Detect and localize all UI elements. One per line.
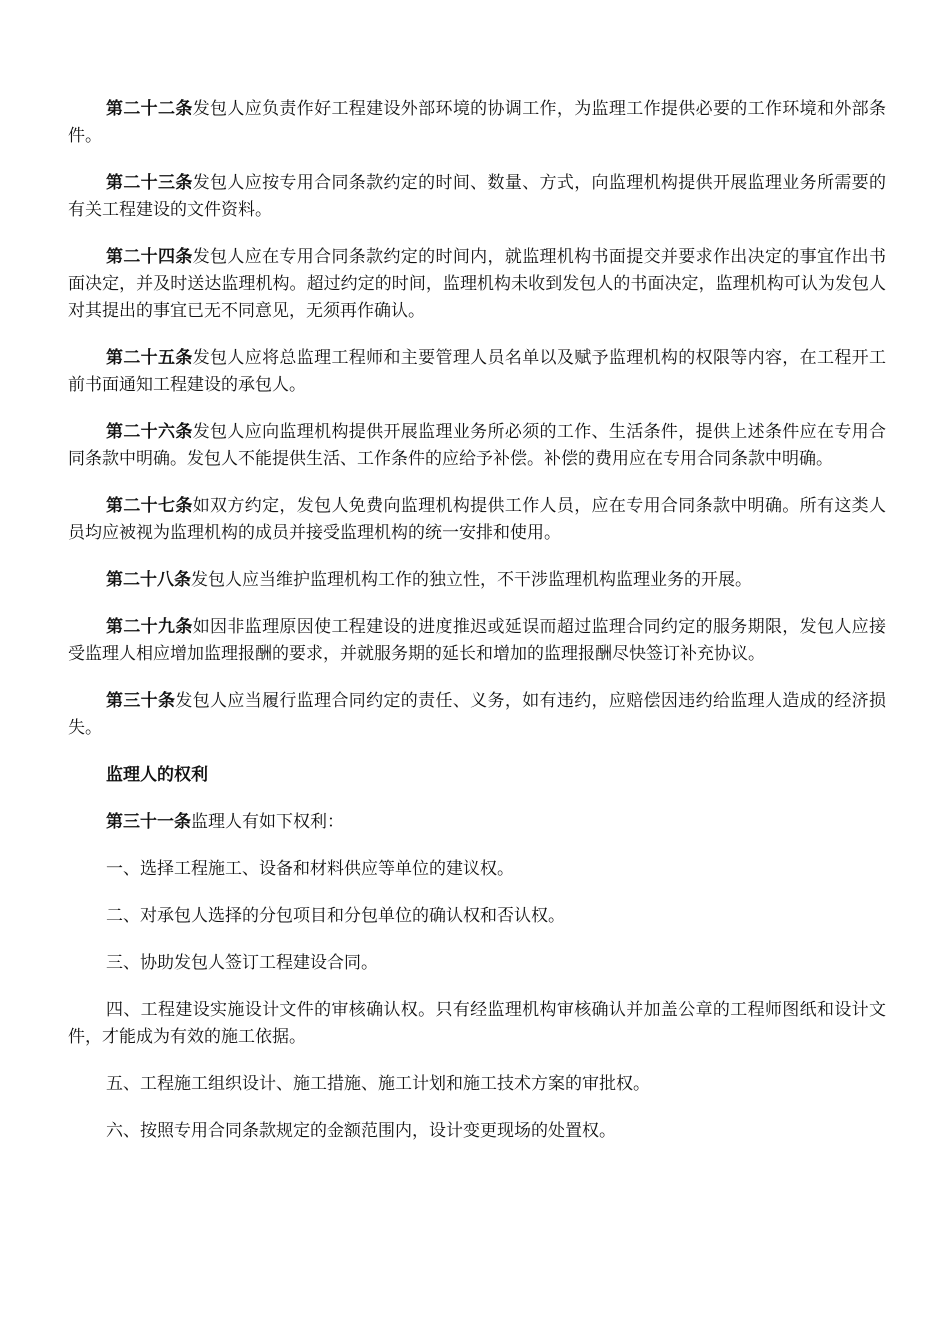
article-number: 第二十八条	[106, 570, 191, 590]
article-number: 第二十五条	[106, 348, 193, 368]
article-text: 发包人应向监理机构提供开展监理业务所必须的工作、生活条件，提供上述条件应在专用合同条款中明确。发包人不能提供生活、工作条件的应给予补偿。补偿的费用应在专用合同条款中明确。	[68, 422, 887, 469]
article-23	[68, 170, 886, 224]
section-heading: 监理人的权利	[106, 765, 208, 785]
article-number: 第二十七条	[106, 496, 193, 516]
article-text: 如因非监理原因使工程建设的进度推迟或延误而超过监理合同约定的服务期限，发包人应接受监理人相应增加监理报酬的要求，并就服务期的延长和增加的监理报酬尽快签订补充协议。	[68, 617, 887, 664]
article-text: 发包人应将总监理工程师和主要管理人员名单以及赋予监理机构的权限等内容，在工程开工前书面通知工程建设的承包人。	[68, 348, 887, 395]
article-text: 发包人应当履行监理合同约定的责任、义务，如有违约，应赔偿因违约给监理人造成的经济损失。	[68, 691, 887, 738]
article-29	[68, 614, 886, 668]
document-page	[68, 96, 886, 1165]
article-25	[68, 345, 886, 399]
article-text: 如双方约定，发包人免费向监理机构提供工作人员，应在专用合同条款中明确。所有这类人员均应被视为监理机构的成员并接受监理机构的统一安排和使用。	[68, 496, 887, 543]
article-22	[68, 96, 886, 150]
article-text: 发包人应在专用合同条款约定的时间内，就监理机构书面提交并要求作出决定的事宜作出书面决定，并及时送达监理机构。超过约定的时间，监理机构未收到发包人的书面决定，监理机构可认为发包人对其提出的事宜已无不同意见，无须再作确认。	[68, 247, 887, 321]
article-text: 发包人应负责作好工程建设外部环境的协调工作，为监理工作提供必要的工作环境和外部条件。	[68, 99, 887, 146]
article-text: 发包人应当维护监理机构工作的独立性，不干涉监理机构监理业务的开展。	[191, 570, 752, 590]
right-item: 三、协助发包人签订工程建设合同。	[106, 953, 378, 973]
right-item: 二、对承包人选择的分包项目和分包单位的确认权和否认权。	[106, 906, 565, 926]
article-number: 第二十四条	[106, 247, 193, 267]
article-number: 第二十六条	[106, 422, 193, 442]
article-number: 第二十二条	[106, 99, 193, 119]
article-number: 第二十九条	[106, 617, 193, 637]
article-26	[68, 419, 886, 473]
right-item: 六、按照专用合同条款规定的金额范围内，设计变更现场的处置权。	[106, 1121, 616, 1141]
right-item: 五、工程施工组织设计、施工措施、施工计划和施工技术方案的审批权。	[106, 1074, 650, 1094]
article-text: 监理人有如下权利：	[191, 812, 344, 832]
right-item: 一、选择工程施工、设备和材料供应等单位的建议权。	[106, 859, 514, 879]
article-number: 第三十一条	[106, 812, 191, 832]
right-item: 四、工程建设实施设计文件的审核确认权。只有经监理机构审核确认并加盖公章的工程师图纸和设计文件，才能成为有效的施工依据。	[68, 1000, 886, 1047]
article-31	[68, 809, 886, 836]
article-28	[68, 567, 886, 594]
article-number: 第二十三条	[106, 173, 193, 193]
article-24	[68, 244, 886, 325]
article-text: 发包人应按专用合同条款约定的时间、数量、方式，向监理机构提供开展监理业务所需要的有关工程建设的文件资料。	[68, 173, 887, 220]
article-30	[68, 688, 886, 742]
article-number: 第三十条	[106, 691, 176, 711]
article-27	[68, 493, 886, 547]
